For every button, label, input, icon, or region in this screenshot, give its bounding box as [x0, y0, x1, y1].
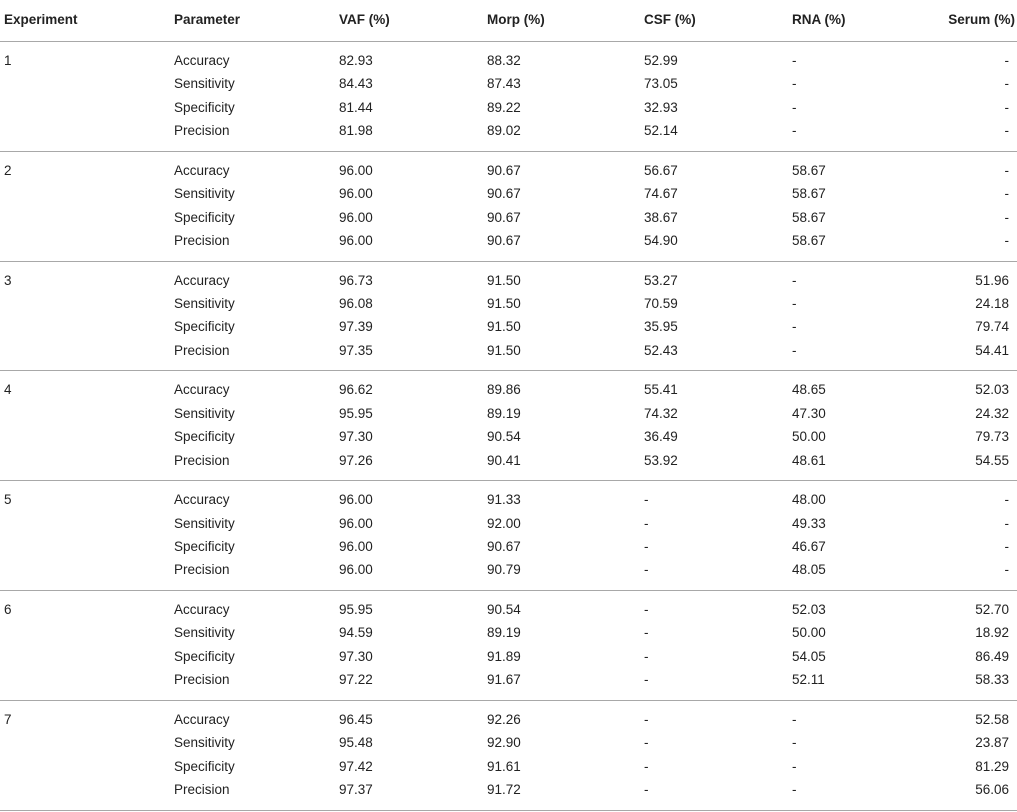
experiment-group [0, 591, 1017, 701]
cell-serum: 56.06 [975, 781, 1009, 797]
cell-csf: 52.99 [644, 53, 678, 68]
cell-rna: 50.00 [792, 625, 826, 641]
cell-serum: 58.33 [975, 672, 1009, 688]
cell-morp: 91.72 [487, 781, 521, 797]
cell-vaf: 96.00 [339, 209, 373, 225]
cell-csf: 73.05 [644, 76, 678, 92]
cell-serum: 51.96 [975, 272, 1009, 288]
cell-serum: 81.29 [975, 758, 1009, 774]
header-vaf: VAF (%) [339, 12, 390, 27]
cell-parameter: Sensitivity [174, 625, 235, 641]
cell-parameter: Specificity [174, 209, 235, 225]
cell-parameter: Specificity [174, 538, 235, 554]
cell-rna: 47.30 [792, 405, 826, 421]
cell-csf: 54.90 [644, 232, 678, 248]
cell-parameter: Precision [174, 342, 230, 358]
cell-csf: 52.14 [644, 123, 678, 139]
experiment-number: 7 [4, 711, 12, 727]
cell-vaf: 96.00 [339, 186, 373, 202]
cell-parameter: Specificity [174, 319, 235, 335]
cell-rna: - [792, 295, 797, 311]
cell-morp: 90.67 [487, 232, 521, 248]
cell-rna: - [792, 319, 797, 335]
cell-rna: - [792, 99, 797, 115]
cell-morp: 91.89 [487, 648, 521, 664]
cell-morp: 92.90 [487, 735, 521, 751]
experiment-number: 4 [4, 382, 12, 398]
cell-csf: 32.93 [644, 99, 678, 115]
cell-csf: - [644, 672, 649, 688]
cell-csf: - [644, 735, 649, 751]
experiment-group [0, 481, 1017, 591]
experiment-number: 6 [4, 602, 12, 617]
cell-rna: - [792, 53, 797, 68]
cell-morp: 90.67 [487, 162, 521, 178]
cell-rna: - [792, 735, 797, 751]
experiment-number: 1 [4, 53, 12, 68]
cell-serum: 52.03 [975, 382, 1009, 398]
cell-morp: 89.02 [487, 123, 521, 139]
cell-serum: 86.49 [975, 648, 1009, 664]
cell-morp: 90.41 [487, 452, 521, 468]
cell-csf: 35.95 [644, 319, 678, 335]
cell-parameter: Accuracy [174, 53, 230, 68]
cell-csf: - [644, 648, 649, 664]
experiment-group [0, 262, 1017, 372]
experiment-group [0, 701, 1017, 811]
cell-csf: 74.32 [644, 405, 678, 421]
cell-serum: 54.41 [975, 342, 1009, 358]
cell-serum: 79.74 [975, 319, 1009, 335]
cell-rna: 50.00 [792, 429, 826, 445]
cell-serum: - [1004, 562, 1009, 578]
cell-rna: - [792, 272, 797, 288]
cell-rna: 48.05 [792, 562, 826, 578]
cell-vaf: 95.48 [339, 735, 373, 751]
cell-parameter: Accuracy [174, 382, 230, 398]
cell-parameter: Sensitivity [174, 405, 235, 421]
cell-serum: - [1004, 123, 1009, 139]
cell-parameter: Sensitivity [174, 735, 235, 751]
cell-serum: - [1004, 492, 1009, 508]
cell-serum: 54.55 [975, 452, 1009, 468]
cell-vaf: 97.37 [339, 781, 373, 797]
cell-serum: - [1004, 99, 1009, 115]
cell-morp: 89.86 [487, 382, 521, 398]
cell-morp: 91.50 [487, 295, 521, 311]
cell-csf: 53.27 [644, 272, 678, 288]
cell-parameter: Sensitivity [174, 515, 235, 531]
cell-serum: 23.87 [975, 735, 1009, 751]
cell-vaf: 97.22 [339, 672, 373, 688]
cell-parameter: Precision [174, 672, 230, 688]
cell-csf: 74.67 [644, 186, 678, 202]
cell-parameter: Accuracy [174, 492, 230, 508]
cell-csf: - [644, 602, 649, 617]
cell-vaf: 96.08 [339, 295, 373, 311]
cell-csf: - [644, 538, 649, 554]
cell-serum: - [1004, 515, 1009, 531]
header-csf: CSF (%) [644, 12, 696, 27]
cell-vaf: 97.26 [339, 452, 373, 468]
header-rna: RNA (%) [792, 12, 846, 27]
cell-vaf: 96.62 [339, 382, 373, 398]
experiment-number: 2 [4, 162, 12, 178]
cell-csf: - [644, 781, 649, 797]
cell-csf: - [644, 492, 649, 508]
cell-serum: - [1004, 76, 1009, 92]
cell-serum: - [1004, 209, 1009, 225]
cell-parameter: Precision [174, 123, 230, 139]
cell-parameter: Specificity [174, 758, 235, 774]
cell-morp: 91.50 [487, 272, 521, 288]
cell-serum: 52.58 [975, 711, 1009, 727]
cell-vaf: 81.98 [339, 123, 373, 139]
cell-serum: - [1004, 162, 1009, 178]
cell-rna: 58.67 [792, 162, 826, 178]
cell-csf: - [644, 758, 649, 774]
header-parameter: Parameter [174, 12, 241, 27]
cell-morp: 90.54 [487, 602, 521, 617]
experiment-number: 5 [4, 492, 12, 508]
cell-rna: 54.05 [792, 648, 826, 664]
cell-rna: 58.67 [792, 186, 826, 202]
cell-vaf: 96.45 [339, 711, 373, 727]
cell-rna: 58.67 [792, 232, 826, 248]
cell-serum: 52.70 [975, 602, 1009, 617]
cell-parameter: Sensitivity [174, 76, 235, 92]
cell-morp: 89.22 [487, 99, 521, 115]
cell-morp: 90.54 [487, 429, 521, 445]
cell-vaf: 96.00 [339, 538, 373, 554]
cell-csf: 55.41 [644, 382, 678, 398]
experiment-group [0, 152, 1017, 262]
cell-vaf: 97.30 [339, 648, 373, 664]
cell-vaf: 97.35 [339, 342, 373, 358]
cell-csf: 70.59 [644, 295, 678, 311]
cell-rna: 48.00 [792, 492, 826, 508]
cell-morp: 91.50 [487, 342, 521, 358]
cell-serum: 24.32 [975, 405, 1009, 421]
cell-vaf: 81.44 [339, 99, 373, 115]
table-header [0, 0, 1017, 42]
cell-csf: - [644, 625, 649, 641]
header-experiment: Experiment [4, 12, 78, 27]
cell-parameter: Specificity [174, 99, 235, 115]
cell-morp: 90.67 [487, 186, 521, 202]
cell-rna: - [792, 123, 797, 139]
cell-vaf: 96.00 [339, 492, 373, 508]
cell-vaf: 96.00 [339, 562, 373, 578]
cell-morp: 91.33 [487, 492, 521, 508]
cell-vaf: 97.30 [339, 429, 373, 445]
cell-serum: - [1004, 538, 1009, 554]
cell-serum: 24.18 [975, 295, 1009, 311]
cell-vaf: 96.73 [339, 272, 373, 288]
cell-serum: - [1004, 232, 1009, 248]
cell-csf: 52.43 [644, 342, 678, 358]
cell-rna: 49.33 [792, 515, 826, 531]
header-serum: Serum (%) [948, 12, 1015, 27]
experiment-group [0, 371, 1017, 481]
cell-morp: 91.61 [487, 758, 521, 774]
cell-morp: 92.00 [487, 515, 521, 531]
cell-parameter: Accuracy [174, 711, 230, 727]
cell-vaf: 95.95 [339, 602, 373, 617]
cell-vaf: 97.42 [339, 758, 373, 774]
cell-parameter: Accuracy [174, 162, 230, 178]
cell-vaf: 97.39 [339, 319, 373, 335]
cell-serum: - [1004, 53, 1009, 68]
cell-morp: 90.67 [487, 538, 521, 554]
cell-rna: - [792, 781, 797, 797]
cell-parameter: Accuracy [174, 272, 230, 288]
cell-parameter: Precision [174, 562, 230, 578]
cell-vaf: 94.59 [339, 625, 373, 641]
experiment-group [0, 42, 1017, 152]
cell-morp: 87.43 [487, 76, 521, 92]
cell-morp: 89.19 [487, 625, 521, 641]
cell-rna: 52.11 [792, 672, 825, 688]
cell-rna: - [792, 76, 797, 92]
cell-rna: - [792, 758, 797, 774]
cell-morp: 90.79 [487, 562, 521, 578]
cell-parameter: Accuracy [174, 602, 230, 617]
cell-serum: - [1004, 186, 1009, 202]
cell-vaf: 96.00 [339, 232, 373, 248]
cell-morp: 88.32 [487, 53, 521, 68]
cell-parameter: Sensitivity [174, 186, 235, 202]
cell-morp: 91.50 [487, 319, 521, 335]
cell-csf: 38.67 [644, 209, 678, 225]
cell-morp: 92.26 [487, 711, 521, 727]
cell-morp: 90.67 [487, 209, 521, 225]
cell-csf: - [644, 515, 649, 531]
cell-parameter: Specificity [174, 429, 235, 445]
cell-rna: 46.67 [792, 538, 826, 554]
cell-parameter: Specificity [174, 648, 235, 664]
cell-rna: - [792, 711, 797, 727]
cell-rna: - [792, 342, 797, 358]
cell-vaf: 96.00 [339, 515, 373, 531]
cell-parameter: Precision [174, 781, 230, 797]
cell-rna: 48.65 [792, 382, 826, 398]
cell-rna: 48.61 [792, 452, 826, 468]
cell-vaf: 84.43 [339, 76, 373, 92]
cell-csf: - [644, 711, 649, 727]
cell-parameter: Precision [174, 232, 230, 248]
cell-vaf: 95.95 [339, 405, 373, 421]
cell-vaf: 82.93 [339, 53, 373, 68]
cell-morp: 89.19 [487, 405, 521, 421]
cell-rna: 52.03 [792, 602, 826, 617]
cell-serum: 18.92 [975, 625, 1009, 641]
cell-rna: 58.67 [792, 209, 826, 225]
cell-serum: 79.73 [975, 429, 1009, 445]
experiment-number: 3 [4, 272, 12, 288]
cell-csf: 56.67 [644, 162, 678, 178]
cell-morp: 91.67 [487, 672, 521, 688]
header-morp: Morp (%) [487, 12, 545, 27]
cell-parameter: Precision [174, 452, 230, 468]
cell-parameter: Sensitivity [174, 295, 235, 311]
cell-vaf: 96.00 [339, 162, 373, 178]
cell-csf: - [644, 562, 649, 578]
cell-csf: 53.92 [644, 452, 678, 468]
cell-csf: 36.49 [644, 429, 678, 445]
